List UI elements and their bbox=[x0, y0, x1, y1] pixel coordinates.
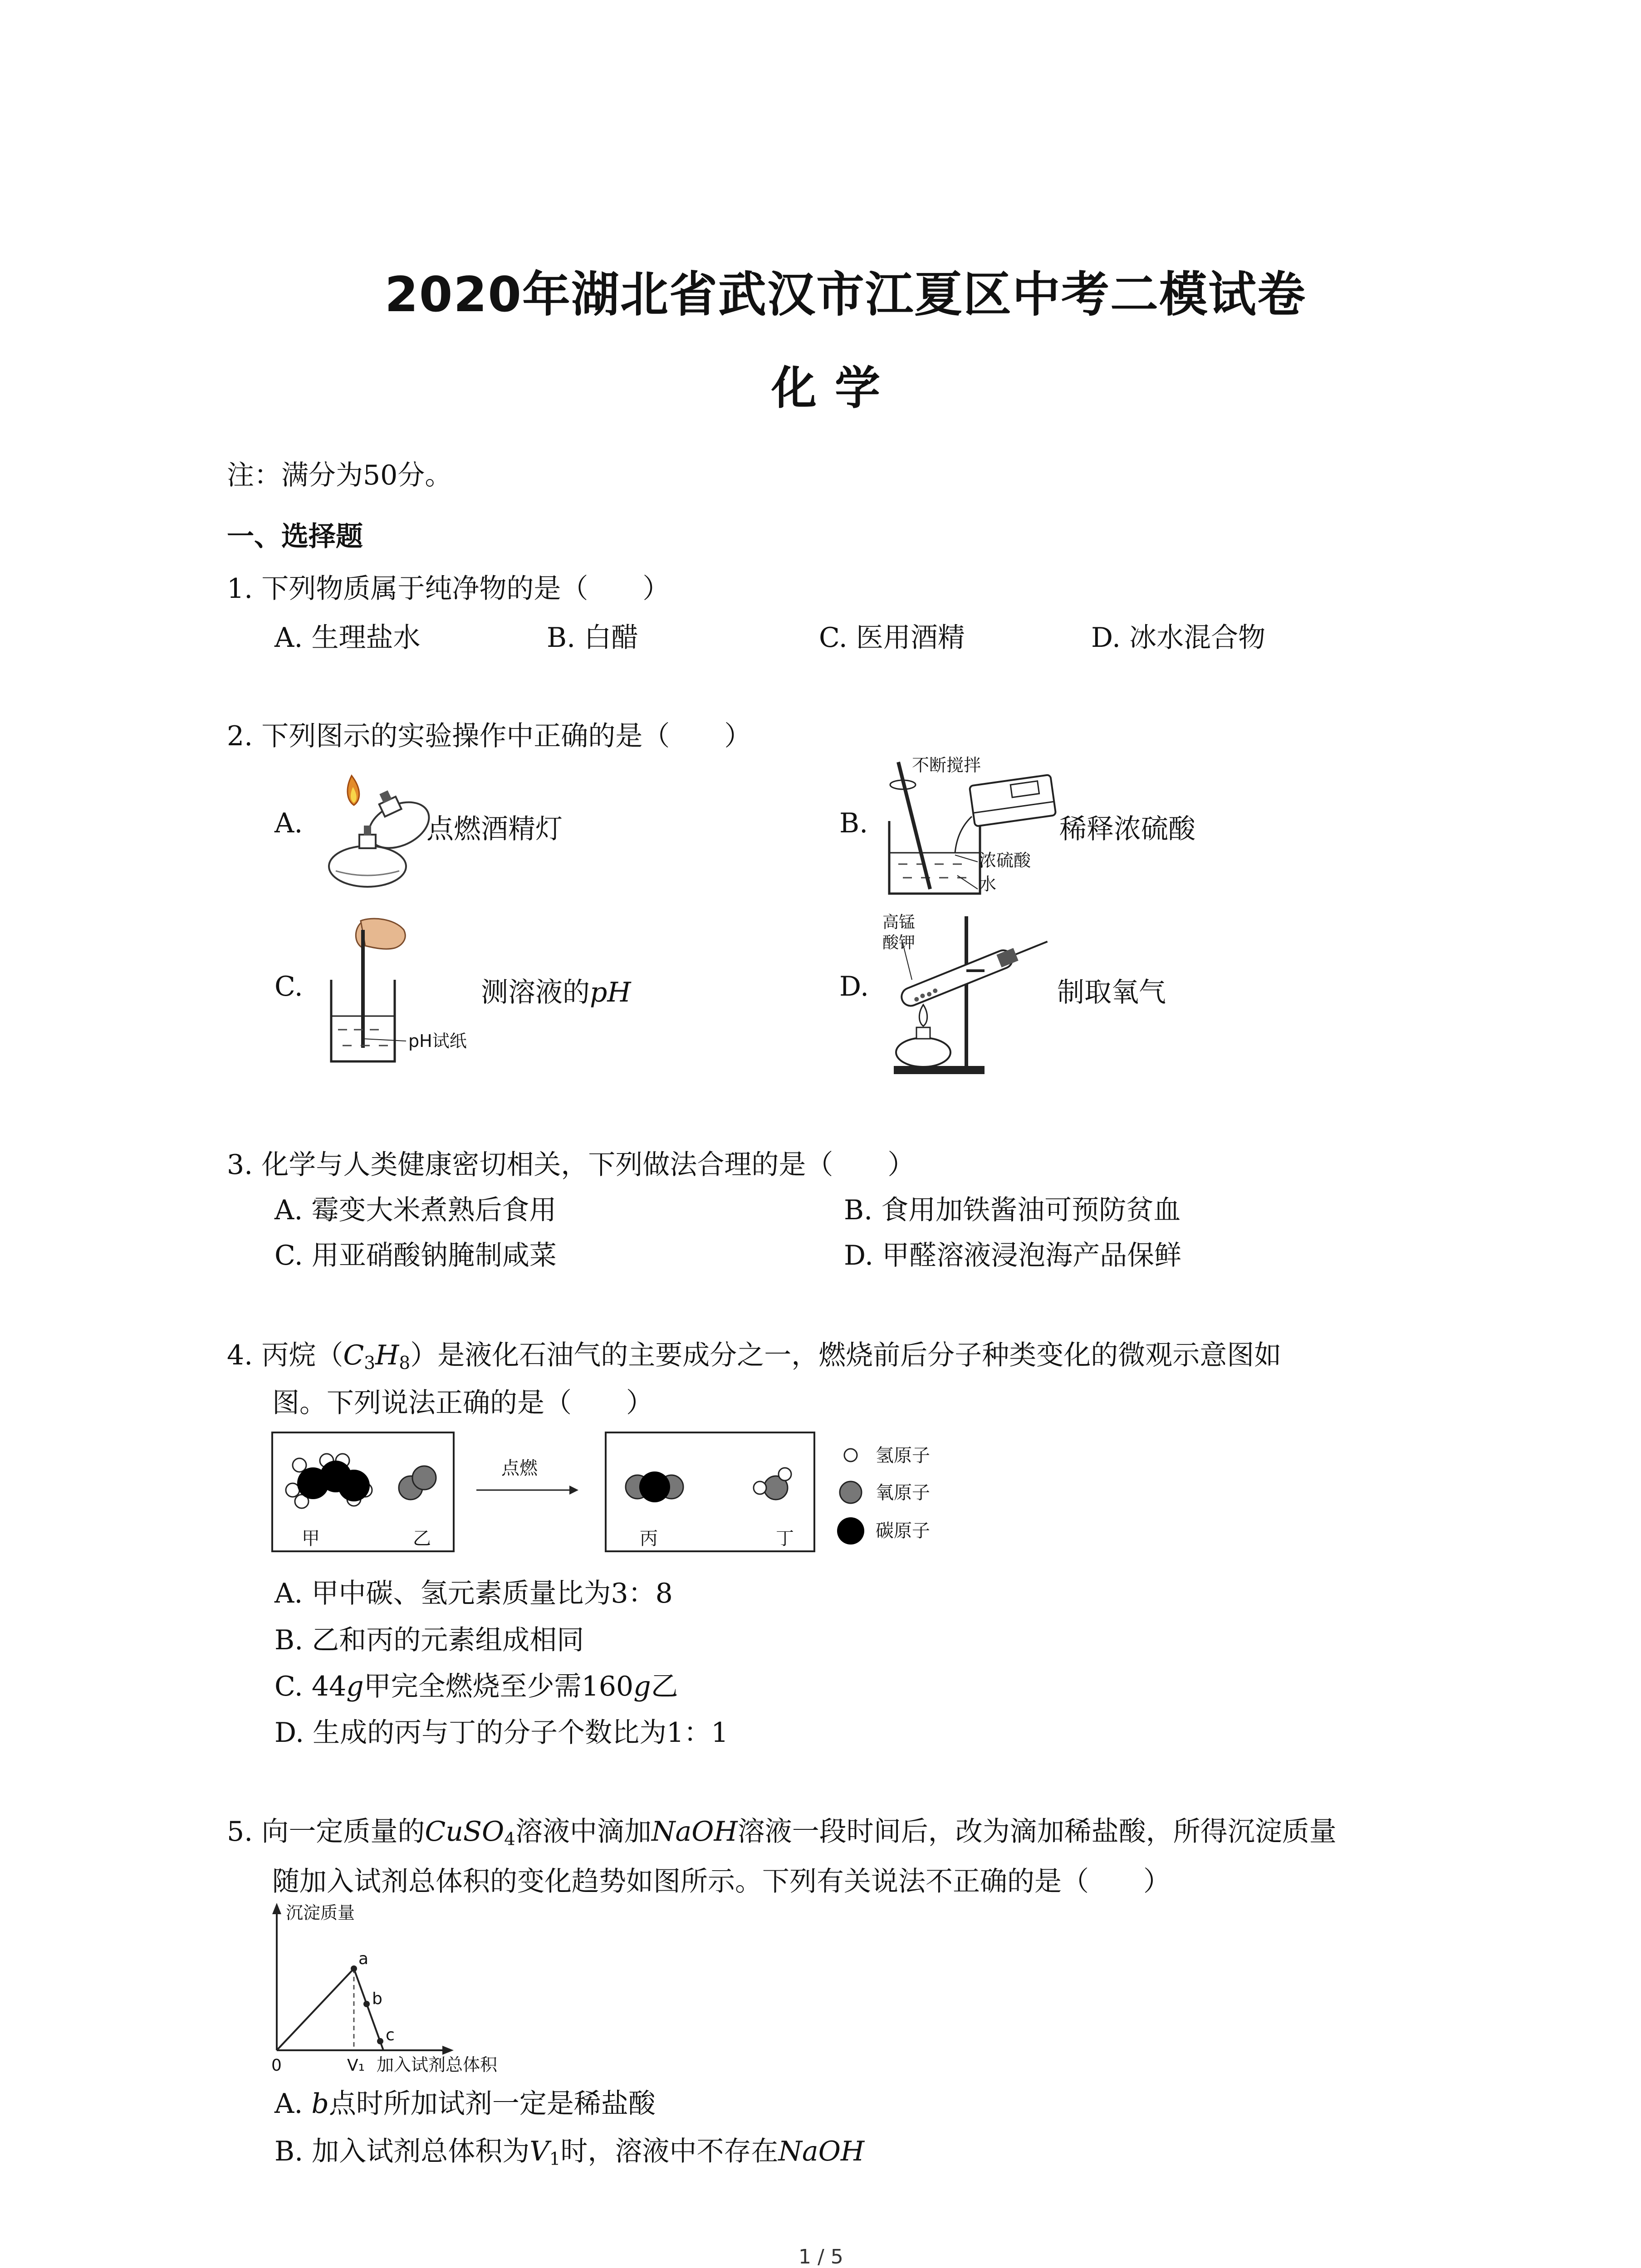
point-a-label: a bbox=[358, 1950, 369, 1968]
q4-formula-h: H bbox=[375, 1339, 399, 1371]
q5-stem-line2: 随加入试剂总体积的变化趋势如图所示。下列有关说法不正确的是（ ） bbox=[272, 1866, 1171, 1897]
page-title: 2020年湖北省武汉市江夏区中考二模试卷 bbox=[385, 267, 1307, 323]
q4-option-a[interactable]: A. 甲中碳、氢元素质量比为3：8 bbox=[274, 1578, 673, 1609]
q5-option-b-var: V bbox=[529, 2136, 549, 2167]
label-ding: 丁 bbox=[776, 1528, 794, 1549]
label-jia: 甲 bbox=[302, 1528, 320, 1549]
page-number: 1 / 5 bbox=[798, 2245, 843, 2268]
q4-option-c-mid: 甲完全燃烧至少需160 bbox=[363, 1671, 634, 1702]
oxygen-preparation-figure bbox=[876, 907, 1057, 1080]
q4-stem-pre: 4. 丙烷（ bbox=[227, 1339, 343, 1371]
molecule-reaction-diagram bbox=[270, 1429, 960, 1565]
q5-option-a[interactable] bbox=[274, 2082, 656, 2121]
q4-formula-h-sub: 8 bbox=[399, 1353, 411, 1374]
arrow-label: 点燃 bbox=[501, 1458, 538, 1479]
ph-test-figure bbox=[318, 912, 499, 1070]
q5-cuso4: CuSO bbox=[425, 1816, 505, 1848]
point-c-label: c bbox=[386, 2026, 395, 2044]
point-a bbox=[351, 1965, 357, 1972]
q4-formula-c: C bbox=[343, 1339, 364, 1371]
q2-option-d-letter[interactable]: D. bbox=[839, 971, 869, 1002]
q2-option-a-letter[interactable]: A. bbox=[274, 807, 303, 839]
q5-option-b-pre: B. 加入试剂总体积为 bbox=[274, 2136, 530, 2167]
graph-origin: 0 bbox=[271, 2056, 282, 2073]
label-ph-paper: pH试纸 bbox=[408, 1031, 467, 1051]
q5-option-b[interactable] bbox=[274, 2130, 864, 2169]
q4-option-c[interactable] bbox=[274, 1665, 678, 1704]
q4-option-c-pre: C. 44 bbox=[274, 1671, 347, 1702]
q1-option-d[interactable]: D. 冰水混合物 bbox=[1091, 622, 1266, 654]
q4-stem-line2: 图。下列说法正确的是（ ） bbox=[272, 1387, 653, 1419]
q1-option-a[interactable]: A. 生理盐水 bbox=[274, 622, 421, 654]
q4-option-b[interactable]: B. 乙和丙的元素组成相同 bbox=[274, 1624, 584, 1656]
label-stirring: 不断搅拌 bbox=[912, 755, 981, 775]
score-note: 注：满分为50分。 bbox=[227, 459, 452, 491]
q2-option-c-caption-text: 测溶液的 bbox=[481, 977, 590, 1008]
q3-option-d[interactable]: D. 甲醛溶液浸泡海产品保鲜 bbox=[844, 1240, 1182, 1271]
q5-option-b-var2: NaOH bbox=[778, 2136, 865, 2167]
q5-option-a-post: 点时所加试剂一定是稀盐酸 bbox=[328, 2088, 656, 2120]
q5-option-b-mid: 时，溶液中不存在 bbox=[560, 2136, 779, 2167]
q5-stem-post: 溶液一段时间后，改为滴加稀盐酸，所得沉淀质量 bbox=[737, 1816, 1337, 1848]
q4-option-c-unit1: g bbox=[346, 1671, 364, 1702]
legend-oxygen: 氧原子 bbox=[876, 1482, 930, 1503]
dilute-sulfuric-acid-figure bbox=[876, 753, 1066, 903]
q3-option-c[interactable]: C. 用亚硝酸钠腌制咸菜 bbox=[274, 1240, 557, 1271]
label-conc-acid: 浓硫酸 bbox=[979, 850, 1031, 870]
q2-option-b-letter[interactable]: B. bbox=[839, 807, 868, 839]
q4-stem-post: ）是液化石油气的主要成分之一，燃烧前后分子种类变化的微观示意图如 bbox=[410, 1339, 1282, 1371]
graph-xlabel: 加入试剂总体积 bbox=[377, 2055, 498, 2073]
q5-option-b-sub: 1 bbox=[549, 2149, 561, 2170]
point-c bbox=[377, 2038, 383, 2044]
graph-v1: V₁ bbox=[347, 2056, 365, 2073]
q4-stem-line1 bbox=[227, 1334, 1281, 1373]
q5-stem-pre: 5. 向一定质量的 bbox=[227, 1816, 425, 1848]
q4-option-c-unit2: g bbox=[633, 1671, 651, 1702]
q2-option-c-caption bbox=[481, 971, 631, 1010]
q2-option-a-caption: 点燃酒精灯 bbox=[426, 813, 563, 845]
q1-option-b[interactable]: B. 白醋 bbox=[547, 622, 639, 654]
label-kmno4-2: 酸钾 bbox=[882, 934, 916, 952]
q2-option-c-letter[interactable]: C. bbox=[274, 971, 303, 1002]
q2-option-d-caption: 制取氧气 bbox=[1057, 977, 1166, 1008]
q2-option-c-caption-var: pH bbox=[590, 977, 631, 1008]
precipitate-graph bbox=[263, 1901, 572, 2073]
q3-option-b[interactable]: B. 食用加铁酱油可预防贫血 bbox=[844, 1194, 1181, 1226]
q1-option-c[interactable]: C. 医用酒精 bbox=[819, 622, 965, 654]
q1-stem: 1. 下列物质属于纯净物的是（ ） bbox=[227, 573, 670, 605]
section-heading: 一、选择题 bbox=[227, 521, 363, 552]
q5-cuso4-sub: 4 bbox=[504, 1829, 515, 1850]
label-yi: 乙 bbox=[413, 1528, 431, 1549]
alcohol-lamp-lighting-figure bbox=[318, 767, 440, 894]
point-b-label: b bbox=[372, 1989, 382, 2008]
q5-option-a-pre: A. bbox=[274, 2088, 312, 2120]
point-b bbox=[363, 2001, 370, 2007]
q5-stem-mid: 溶液中滴加 bbox=[515, 1816, 652, 1848]
q4-formula-c-sub: 3 bbox=[364, 1353, 376, 1374]
legend-carbon: 碳原子 bbox=[876, 1520, 930, 1541]
q3-option-a[interactable]: A. 霉变大米煮熟后食用 bbox=[274, 1194, 557, 1226]
q2-stem: 2. 下列图示的实验操作中正确的是（ ） bbox=[227, 720, 752, 752]
q3-stem: 3. 化学与人类健康密切相关，下列做法合理的是（ ） bbox=[227, 1149, 915, 1181]
label-water: 水 bbox=[979, 874, 997, 894]
q5-stem-line1 bbox=[227, 1810, 1337, 1849]
q4-option-c-post: 乙 bbox=[651, 1671, 678, 1702]
q5-option-a-var: b bbox=[311, 2088, 329, 2120]
label-kmno4-1: 高锰 bbox=[882, 913, 916, 932]
graph-ylabel: 沉淀质量 bbox=[286, 1903, 355, 1923]
q5-naoh: NaOH bbox=[652, 1816, 738, 1848]
label-bing: 丙 bbox=[640, 1528, 658, 1549]
q2-option-b-caption: 稀释浓硫酸 bbox=[1059, 813, 1195, 845]
subject-title: 化学 bbox=[771, 362, 898, 415]
q4-option-d[interactable]: D. 生成的丙与丁的分子个数比为1：1 bbox=[274, 1717, 729, 1749]
legend-hydrogen: 氢原子 bbox=[876, 1445, 930, 1466]
